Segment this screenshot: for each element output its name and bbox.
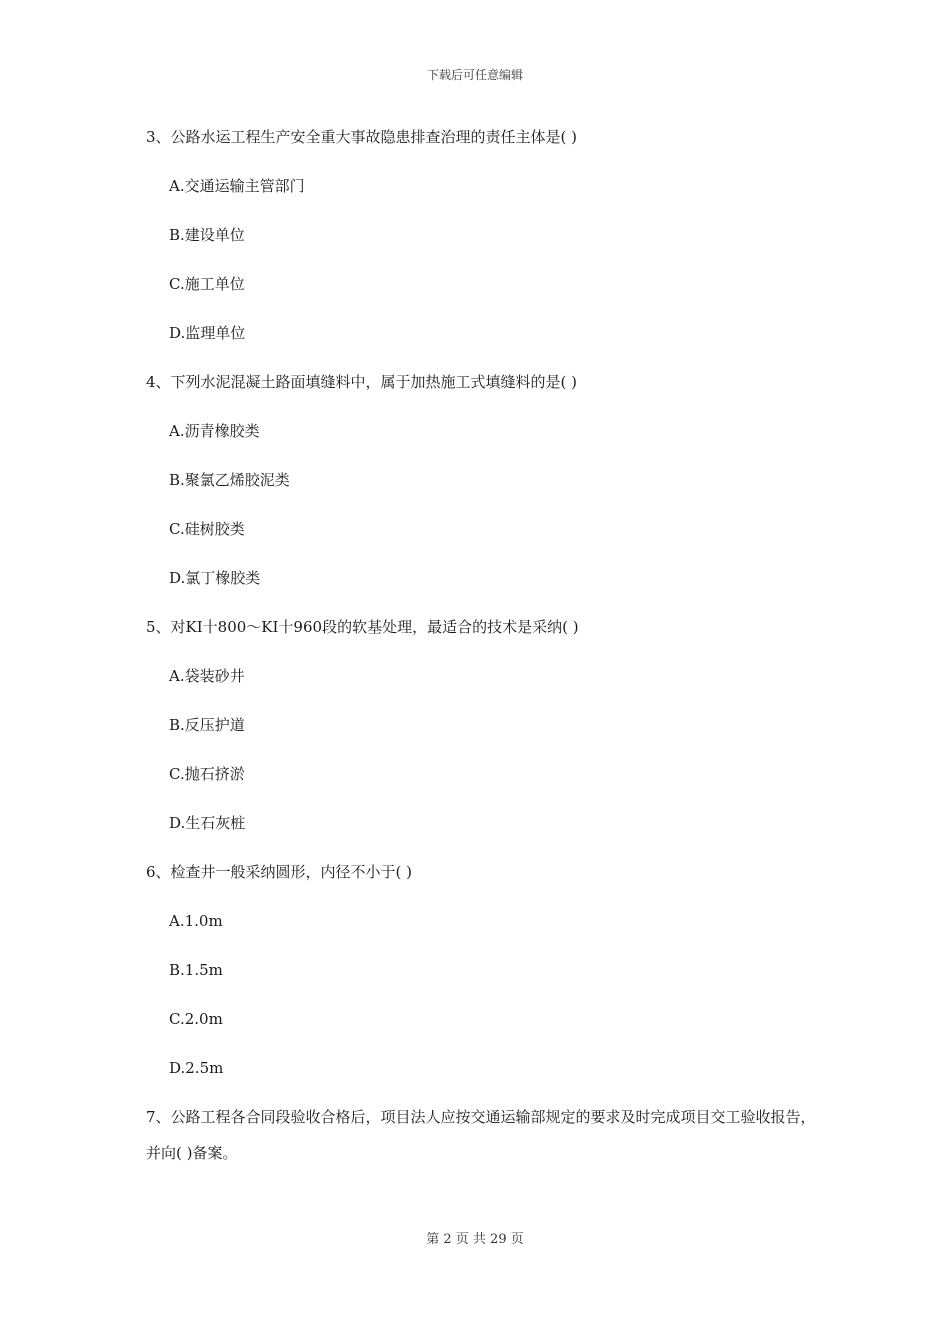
question-stem: 3、公路水运工程生产安全重大事故隐患排查治理的责任主体是( ) bbox=[146, 128, 578, 146]
option-c: C.2.0m bbox=[169, 1010, 223, 1028]
option-b: B.聚氯乙烯胶泥类 bbox=[169, 471, 290, 489]
option-d: D.监理单位 bbox=[169, 324, 246, 342]
question-stem: 6、检查井一般采纳圆形，内径不小于( ) bbox=[146, 863, 413, 881]
page-header: 下载后可任意编辑 bbox=[426, 68, 523, 82]
option-d: D.2.5m bbox=[169, 1059, 224, 1077]
question-7 bbox=[146, 1099, 826, 1171]
option-b: B.建设单位 bbox=[169, 226, 245, 244]
option-a: A.沥青橡胶类 bbox=[169, 422, 260, 440]
question-6 bbox=[146, 859, 826, 1081]
option-b: B.1.5m bbox=[169, 961, 223, 979]
question-4 bbox=[146, 369, 826, 591]
option-a: A.1.0m bbox=[169, 912, 223, 930]
option-a: A.袋装砂井 bbox=[169, 667, 245, 685]
document-body bbox=[146, 124, 826, 1194]
option-d: D.氯丁橡胶类 bbox=[169, 569, 261, 587]
question-stem: 4、下列水泥混凝土路面填缝料中，属于加热施工式填缝料的是( ) bbox=[146, 373, 578, 391]
option-c: C.施工单位 bbox=[169, 275, 245, 293]
option-c: C.抛石挤淤 bbox=[169, 765, 245, 783]
option-a: A.交通运输主管部门 bbox=[169, 177, 305, 195]
page-number: 第 2 页 共 29 页 bbox=[426, 1232, 524, 1247]
question-stem: 5、对KI十800～KI十960段的软基处理，最适合的技术是采纳( ) bbox=[146, 618, 579, 636]
question-5 bbox=[146, 614, 826, 836]
question-stem: 7、公路工程各合同段验收合格后，项目法人应按交通运输部规定的要求及时完成项目交工验收报告，并向( )备案。 bbox=[146, 1108, 816, 1162]
option-b: B.反压护道 bbox=[169, 716, 245, 734]
option-d: D.生石灰桩 bbox=[169, 814, 246, 832]
option-c: C.硅树胶类 bbox=[169, 520, 245, 538]
question-3 bbox=[146, 124, 826, 346]
